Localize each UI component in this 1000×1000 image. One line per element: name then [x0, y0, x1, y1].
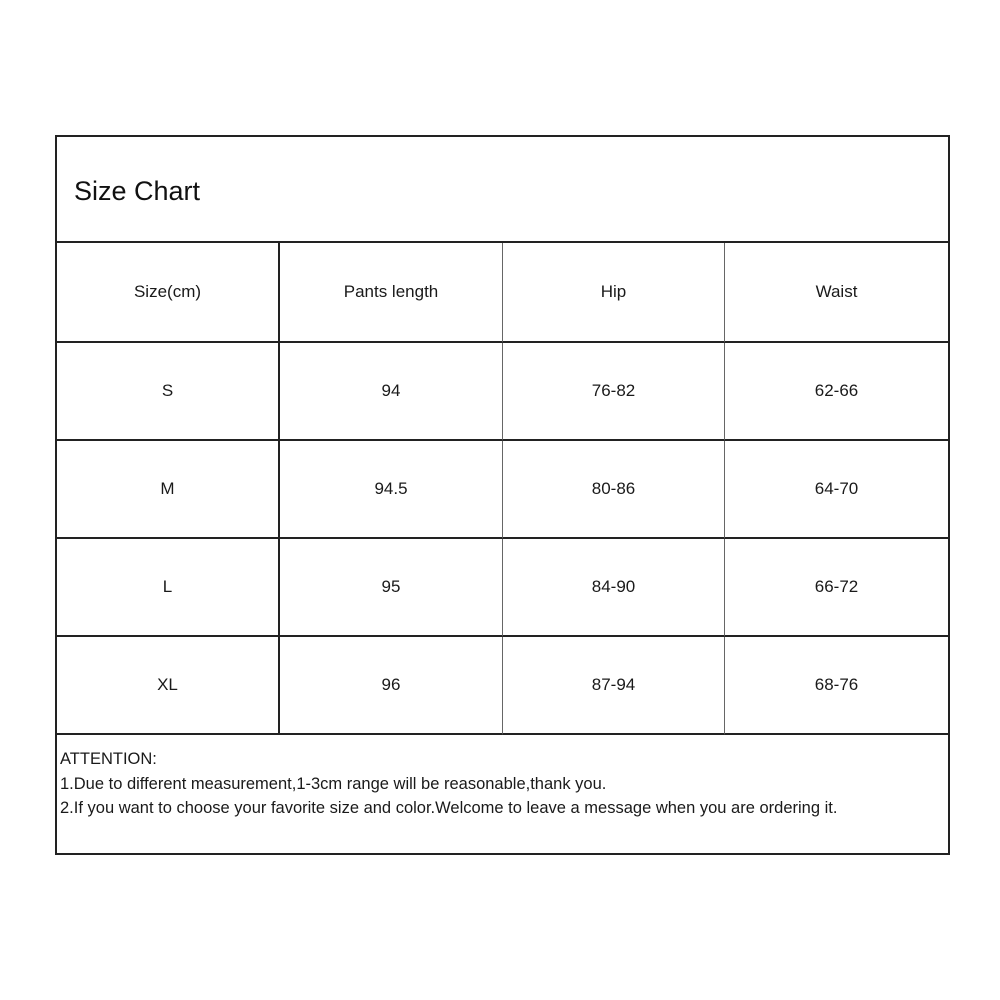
title-row: [57, 137, 948, 243]
table-cell-size: XL: [57, 637, 280, 735]
table-cell-waist: 64-70: [725, 441, 948, 539]
table-cell-size: L: [57, 539, 280, 637]
header-cell-size: Size(cm): [57, 243, 280, 343]
table-cell-pants-length: 94.5: [280, 441, 503, 539]
attention-line-1: 1.Due to different measurement,1-3cm range will be reasonable,thank you.: [60, 774, 607, 793]
header-cell-waist: Waist: [725, 243, 948, 343]
attention-heading: ATTENTION:: [60, 750, 157, 768]
table-cell-waist: 66-72: [725, 539, 948, 637]
table-cell-pants-length: 95: [280, 539, 503, 637]
table-cell-pants-length: 94: [280, 343, 503, 441]
size-table: [57, 243, 948, 741]
table-cell-waist: 68-76: [725, 637, 948, 735]
attention-line-2: 2.If you want to choose your favorite size and color.Welcome to leave a message when you are ordering it.: [60, 799, 838, 817]
attention-note: [60, 747, 945, 821]
header-cell-hip: Hip: [503, 243, 725, 343]
header-cell-pants-length: Pants length: [280, 243, 503, 343]
table-cell-hip: 76-82: [503, 343, 725, 441]
table-cell-hip: 87-94: [503, 637, 725, 735]
table-cell-pants-length: 96: [280, 637, 503, 735]
table-cell-waist: 62-66: [725, 343, 948, 441]
table-cell-hip: 80-86: [503, 441, 725, 539]
table-cell-hip: 84-90: [503, 539, 725, 637]
size-chart: [55, 135, 950, 855]
table-cell-size: S: [57, 343, 280, 441]
chart-title: Size Chart: [74, 176, 201, 206]
table-cell-size: M: [57, 441, 280, 539]
